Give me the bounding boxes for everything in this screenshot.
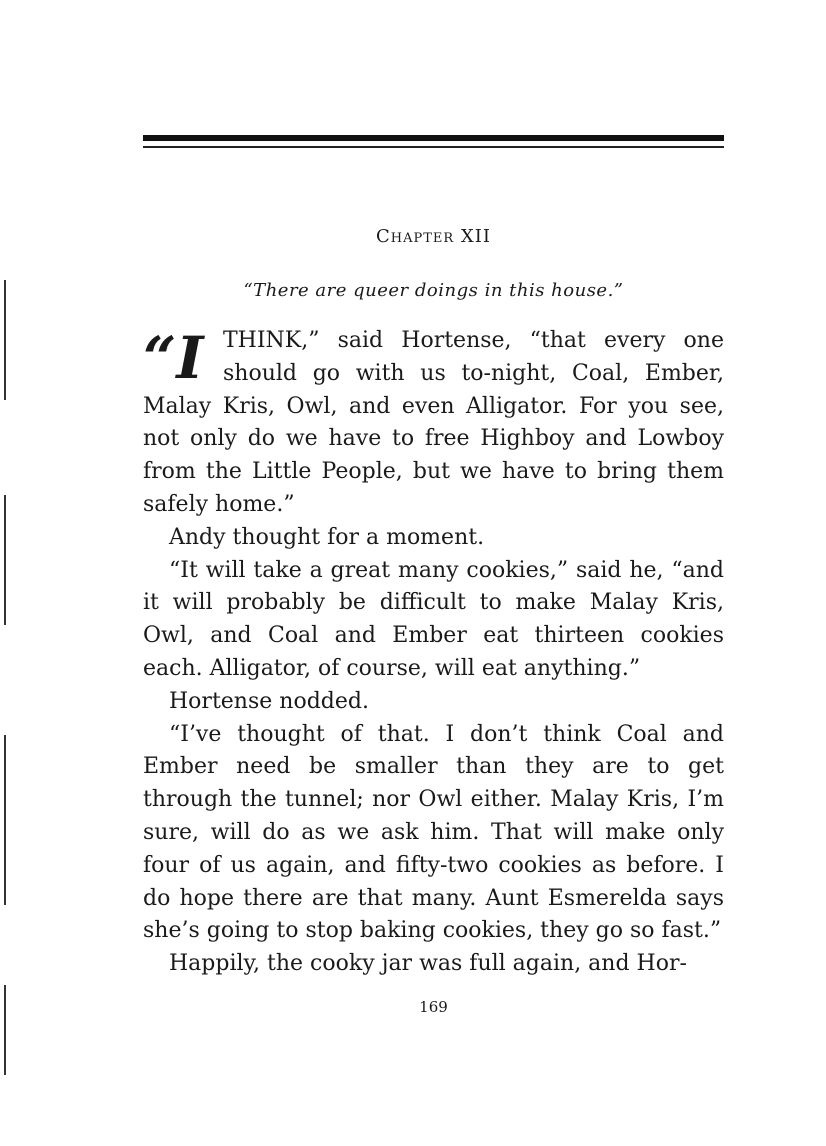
header-rule-thick [143, 135, 724, 141]
opening-paragraph [143, 325, 724, 522]
header-rule-thin [143, 146, 724, 148]
scan-edge-mark [4, 985, 6, 1075]
scan-edge-mark [4, 495, 6, 625]
chapter-title: Chapter XII [376, 226, 491, 247]
page-number: 169 [419, 998, 448, 1016]
opening-paragraph-rest: Malay Kris, Owl, and even Alligator. For you see, not only do we have to free Highboy and Lowboy from the Little People, but we have to bring them safely home.” [143, 393, 724, 517]
paragraph: “I’ve thought of that. I don’t think Coal and Ember need be smaller than they are to get through the tunnel; nor Owl either. Malay Kris, I’m sure, will do as we ask him. That will make only four of us again, and fifty-two cookies as before. I do hope there are that many. Aunt Esmerelda says she’s going to stop baking cookies, they go so fast.” [143, 721, 724, 944]
chapter-epigraph: “There are queer doings in this house.” [243, 280, 624, 301]
paragraph: Happily, the cooky jar was full again, and Hor- [169, 951, 687, 977]
body-text [143, 325, 724, 981]
opening-line-2: should go with us to-night, Coal, Ember, [223, 360, 724, 386]
scan-edge-mark [4, 280, 6, 400]
paragraph: Andy thought for a moment. [169, 524, 485, 550]
paragraph: “It will take a great many cookies,” said he, “and it will probably be difficult to make Malay Kris, Owl, and Coal and Ember eat thirteen cookies each. Alligator, of course, will eat anything.” [143, 557, 724, 681]
drop-cap: “I [143, 324, 204, 392]
opening-line-1: THINK,” said Hortense, “that every one [223, 328, 724, 353]
scan-edge-mark [4, 735, 6, 905]
paragraph: Hortense nodded. [169, 688, 369, 714]
